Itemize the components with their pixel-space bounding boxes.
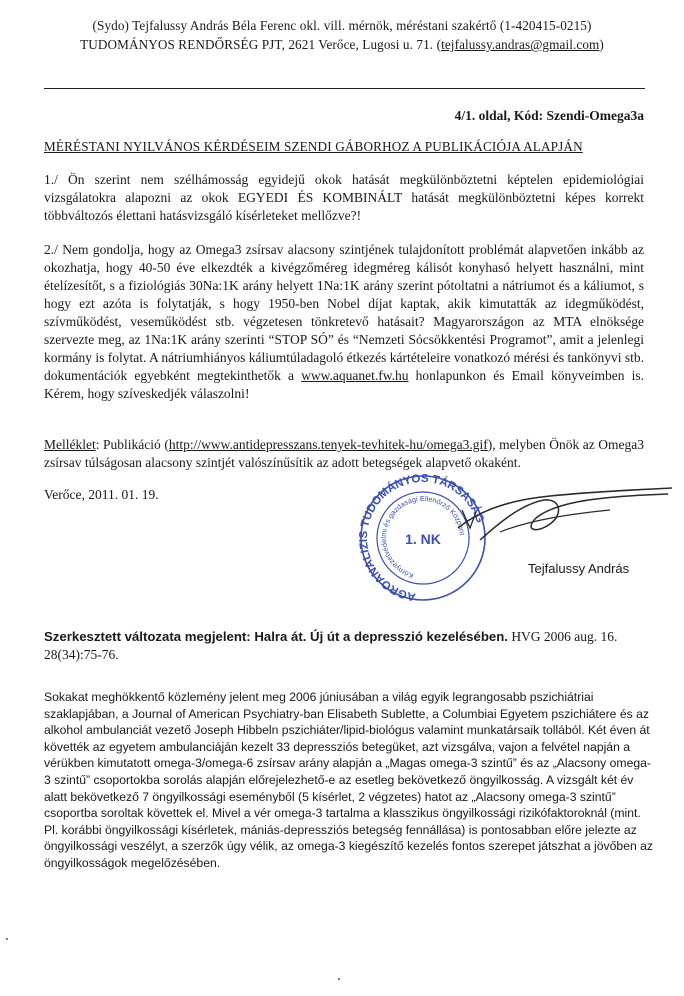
attachment-label: Melléklet — [44, 437, 96, 452]
question-2-closing: honlapunkon és Email könyveimben is. Kérem, hogy szíveskedjék válaszolni! — [44, 368, 644, 401]
scan-speck — [338, 978, 340, 980]
publication-heading-bold: Szerkesztett változata megjelent: Halra át. Új út a depresszió kezelésében. — [44, 629, 508, 644]
publication-body: Sokakat meghökkentő közlemény jelent meg 2006 júniusában a világ egyik legrangosabb pszichiátriai szaklapjában, a Journal of American Psychiatry-ban Elisabeth Sublette, a Columbiai Egyetem pszichiátere és az alkohol ambulanciát vezető Joseph Hibbeln pszichiáter/lipid-biológus valamint munkatársaik tollából. Két éven át követték az egyetem ambulanciáján kezelt 33 depressziós betegüket, azt vizsgálva, vajon a felvétel napján a vérükben kimutatott omega-3/omega-6 zsírsav arány alapján a „Magas omega-3 szintű” és az „Alacsony omega-3 szintű” csoportokba sorolás alapján előrejelezhető-e az esetleg bekövetkező öngyilkosság. A vizsgált két év alatt bekövetkező 7 öngyilkossági eseményből (5 kísérlet, 2 végzetes) hatot az „Alacsony omega-3 szintű” csoportba soroltak követtek el. Mivel a vér omega-3 tartalma a klasszikus öngyilkossági rizikófaktoroknál (mint. Pl. korábbi öngyilkossági kísérletek, mániás-depressziós betegség fennállása) is pontosabban előre jelezte az öngyilkossági veszélyt, a szerzők úgy vélik, az omega-3 kiegészítő kezelés fontos szerepet játszhat a jövőben az öngyilkosságok megelőzésében. — [44, 690, 654, 870]
question-2-text: 2./ Nem gondolja, hogy az Omega3 zsírsav alacsony szintjének tulajdonított problémát alapvetően inkább az okozhatja, hogy 40-50 éve elkezdték a kivégzőméreg idegméreg kálisót konyhasó helyett használni, mint ételízesítőt, s a fiziológiás 30Na:1K arány helyett 1Na:1K arány szerint pótoltatni a nátriumot és a káliumot, s hogy ezt azóta is folytatják, s hogy 1950-ben Nobel díjat kaptak, akik kimutatták az idegműködést, szívműködést, veseműködést stb. végzetesen tönkretevő hatásait? Magyarországon az MTA elnöksége szervezte meg, az 1Na:1K arány szerinti “STOP SÓ” és “Nemzeti Sócsökkentési Programot”, amit a jelenlegi kormány is folytat. A nátriumhiányos káliumtúladagoló étkezés kártételeire vonatkozó mérési és tankönyvi stb. dokumentációk egyebként megtekinthetők a — [44, 242, 644, 383]
attachment-text: : Publikáció ( — [95, 437, 169, 452]
publication-heading — [44, 628, 654, 664]
attachment-description: ), melyben Önök az Omega3 zsírsav túlságosan alacsony szintjét valószínűsítik az adott betegségek alapvető okaként. — [44, 437, 645, 470]
publication-citation: HVG 2006 aug. 16. 28(34):75-76. — [44, 629, 618, 662]
letterhead-close-paren: ) — [599, 37, 604, 52]
page-reference: 4/1. oldal, Kód: Szendi-Omega3a — [454, 108, 644, 123]
attachment-url-link[interactable]: http://www.antidepresszans.tenyek-tevhitek-hu/omega3.gif — [168, 437, 488, 452]
question-2 — [44, 241, 644, 403]
letterhead-address: TUDOMÁNYOS RENDŐRSÉG PJT, 2621 Verőce, Lugosi u. 71. ( — [80, 37, 442, 52]
scan-speck — [6, 938, 8, 940]
document-title: MÉRÉSTANI NYILVÁNOS KÉRDÉSEIM SZENDI GÁBORHOZ A PUBLIKÁCIÓJA ALAPJÁN — [44, 139, 583, 154]
signer-name: Tejfalussy András — [528, 561, 630, 576]
question-1: 1./ Ön szerint nem szélhámosság egyidejű okok hatását megkülönböztetni képtelen epidemiológiai vizsgálatokra alapozni az okok EGYEDI ÉS KOMBINÁLT hatását megkülönböztetni képes korrekt többváltozós élettani hatásvizsgáló kísérleteket mellőzve?! — [44, 172, 644, 223]
email-link[interactable]: tejfalussy.andras@gmail.com — [441, 37, 600, 52]
stamp-center-text: 1. NK — [405, 531, 441, 547]
aquanet-link[interactable]: www.aquanet.fw.hu — [301, 368, 409, 383]
stamp-outer-text: AGROANALIZIS TUDOMÁNYOS TÁRSASÁG — [358, 472, 486, 603]
letterhead-line-1: (Sydo) Tejfalussy András Béla Ferenc okl. vill. mérnök, méréstani szakértő (1-420415-0215) — [92, 18, 592, 33]
attachment-paragraph — [44, 436, 644, 472]
letterhead-line-2 — [0, 37, 684, 53]
header-divider — [44, 88, 645, 89]
stamp-inner-text: Környezetvédelmi és gazdasági Ellenőrző Központ — [378, 493, 467, 581]
letter-date: Verőce, 2011. 01. 19. — [44, 487, 159, 502]
handwritten-signature — [440, 470, 680, 570]
